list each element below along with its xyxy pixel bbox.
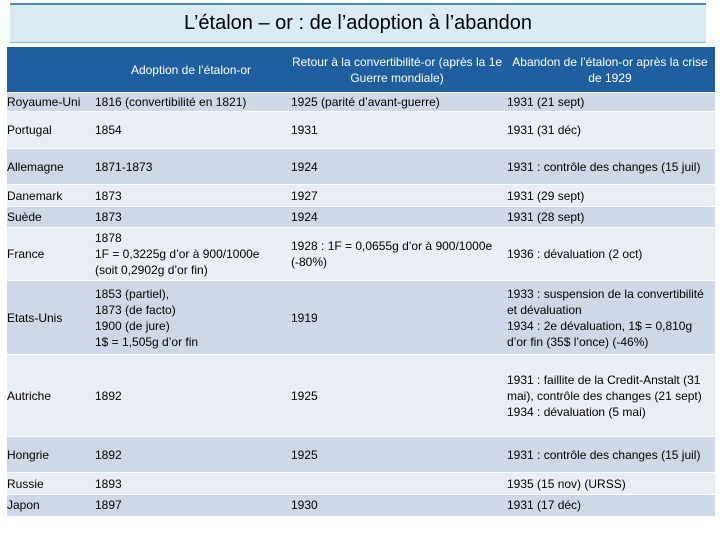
adoption-cell — [93, 355, 289, 437]
abandon-cell — [505, 495, 715, 516]
abandon-cell — [505, 437, 715, 473]
retour-cell — [289, 437, 505, 473]
abandon-text: 1934 : dévaluation (5 mai) — [507, 404, 646, 419]
adoption-cell — [93, 228, 289, 281]
abandon-text: 1931 (21 sept) — [507, 95, 585, 109]
table-row — [7, 281, 715, 355]
adoption-text: 1878 — [95, 231, 122, 245]
country-cell: Danemark — [7, 185, 93, 207]
retour-cell — [289, 93, 505, 112]
adoption-text: 1897 — [95, 498, 122, 513]
abandon-cell — [505, 93, 715, 112]
retour-cell — [289, 495, 505, 516]
retour-text: 1931 — [291, 123, 318, 137]
abandon-text: 1931 (29 sept) — [507, 188, 585, 203]
retour-cell — [289, 473, 505, 495]
adoption-cell — [93, 185, 289, 207]
country-cell: Royaume-Uni — [7, 93, 93, 112]
retour-cell — [289, 355, 505, 437]
adoption-cell — [93, 112, 289, 149]
adoption-text: 1892 — [95, 388, 122, 403]
header-abandon: Abandon de l’étalon-or après la crise de 1929 — [505, 47, 715, 93]
retour-text: 1925 — [291, 388, 318, 403]
adoption-cell — [93, 207, 289, 228]
adoption-text: 1$ = 1,505g d’or fin — [95, 334, 199, 349]
adoption-cell — [93, 149, 289, 185]
table-row — [7, 185, 715, 207]
table-row — [7, 437, 715, 473]
retour-text: 1930 — [291, 498, 318, 513]
country-cell: Allemagne — [7, 149, 93, 185]
country-cell: Etats-Unis — [7, 281, 93, 355]
table-row — [7, 149, 715, 185]
table-row — [7, 473, 715, 495]
adoption-cell — [93, 281, 289, 355]
table-row — [7, 93, 715, 112]
adoption-text: 1873 (de facto) — [95, 302, 176, 317]
adoption-text: 1893 — [95, 476, 122, 491]
retour-cell — [289, 185, 505, 207]
abandon-cell — [505, 281, 715, 355]
retour-cell — [289, 207, 505, 228]
abandon-text: 1935 (15 nov) (URSS) — [507, 476, 626, 491]
header-retour: Retour à la convertibilité-or (après la 1e Guerre mondiale) — [289, 47, 505, 93]
abandon-text: 1931 : contrôle des changes (15 juil) — [507, 447, 701, 462]
table-row — [7, 207, 715, 228]
table-header-row — [7, 47, 715, 93]
gold-standard-table — [7, 47, 715, 516]
abandon-cell — [505, 112, 715, 149]
abandon-cell — [505, 207, 715, 228]
abandon-cell — [505, 473, 715, 495]
abandon-text: 1931 (31 déc) — [507, 123, 582, 137]
table-row — [7, 112, 715, 149]
adoption-text: (soit 0,2902g d’or fin) — [95, 263, 208, 277]
retour-text: 1925 (parité d’avant-guerre) — [291, 95, 440, 109]
adoption-text: 1F = 0,3225g d’or à 900/1000e — [95, 247, 260, 261]
abandon-cell — [505, 355, 715, 437]
retour-cell — [289, 281, 505, 355]
slide-title: L’étalon – or : de l’adoption à l’abandon — [183, 12, 533, 34]
adoption-text: 1873 — [95, 210, 122, 224]
adoption-cell — [93, 437, 289, 473]
header-adoption: Adoption de l’étalon-or — [93, 47, 289, 93]
retour-text: 1925 — [291, 447, 318, 462]
abandon-text: 1934 : 2e dévaluation, 1$ = 0,810g d’or fin (35$ l’once) (-46%) — [507, 318, 693, 349]
header-country — [7, 47, 93, 93]
retour-text: 1928 : 1F = 0,0655g d’or à 900/1000e (-80%) — [291, 239, 493, 269]
abandon-text: 1931 : faillite de la Credit-Anstalt (31 mai), contrôle des changes (21 sept) — [507, 372, 702, 403]
country-cell: Suède — [7, 207, 93, 228]
country-cell: Japon — [7, 495, 93, 516]
country-cell: France — [7, 228, 93, 281]
country-cell: Hongrie — [7, 437, 93, 473]
adoption-text: 1873 — [95, 188, 122, 203]
adoption-text: 1816 (convertibilité en 1821) — [95, 95, 247, 109]
country-cell: Autriche — [7, 355, 93, 437]
adoption-text: 1871-1873 — [95, 159, 153, 174]
abandon-text: 1931 (17 déc) — [507, 498, 582, 513]
adoption-text: 1853 (partiel), — [95, 286, 170, 301]
abandon-text: 1933 : suspension de la convertibilité et dévaluation — [507, 286, 704, 317]
abandon-cell — [505, 185, 715, 207]
adoption-text: 1854 — [95, 123, 122, 137]
adoption-text: 1900 (de jure) — [95, 318, 170, 333]
retour-cell — [289, 112, 505, 149]
abandon-text: 1931 (28 sept) — [507, 210, 585, 224]
slide-title-banner — [10, 3, 706, 43]
table-row — [7, 495, 715, 516]
adoption-text: 1892 — [95, 447, 122, 462]
adoption-cell — [93, 495, 289, 516]
abandon-cell — [505, 149, 715, 185]
retour-text: 1919 — [291, 310, 318, 325]
retour-text: 1924 — [291, 159, 318, 174]
retour-cell — [289, 228, 505, 281]
retour-text: 1927 — [291, 188, 318, 203]
retour-cell — [289, 149, 505, 185]
abandon-text: 1936 : dévaluation (2 oct) — [507, 247, 643, 261]
table-row — [7, 355, 715, 437]
country-cell: Russie — [7, 473, 93, 495]
abandon-cell — [505, 228, 715, 281]
table-row — [7, 228, 715, 281]
abandon-text: 1931 : contrôle des changes (15 juil) — [507, 159, 701, 174]
adoption-cell — [93, 93, 289, 112]
retour-text: 1924 — [291, 210, 318, 224]
adoption-cell — [93, 473, 289, 495]
country-cell: Portugal — [7, 112, 93, 149]
